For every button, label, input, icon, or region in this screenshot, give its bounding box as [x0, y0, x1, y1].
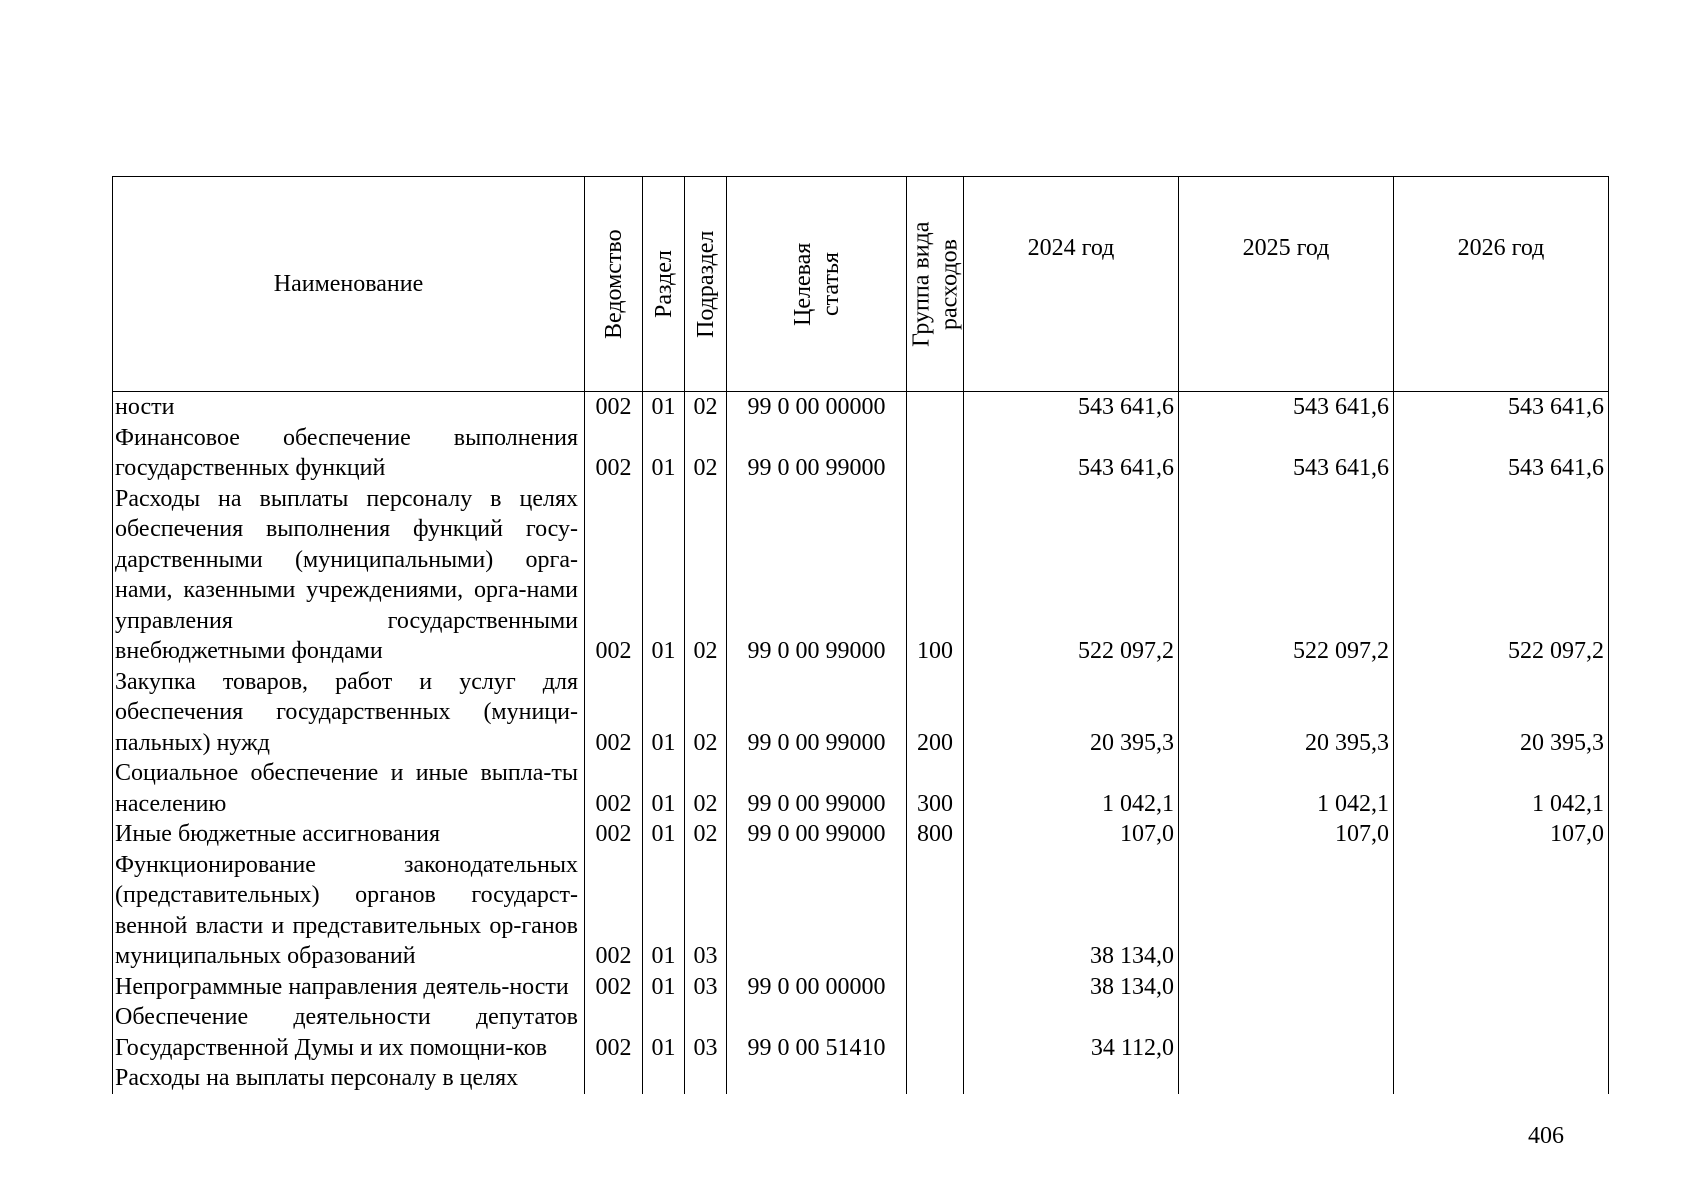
cell-y2026: 543 641,6: [1394, 423, 1609, 484]
table-row: [113, 667, 1609, 759]
cell-group: [907, 1002, 964, 1063]
cell-y2026: 1 042,1: [1394, 758, 1609, 819]
cell-target: [727, 1063, 907, 1094]
header-group-line2: расходов: [936, 238, 962, 330]
cell-section: 01: [643, 850, 685, 972]
page-number: 406: [1528, 1123, 1564, 1149]
cell-dept: 002: [585, 972, 643, 1003]
cell-y2024: 34 112,0: [964, 1002, 1179, 1063]
cell-section: 01: [643, 1002, 685, 1063]
cell-y2025: [1179, 1002, 1394, 1063]
cell-section: [643, 1063, 685, 1094]
cell-dept: 002: [585, 819, 643, 850]
cell-subsection: 02: [685, 819, 727, 850]
cell-target: 99 0 00 00000: [727, 972, 907, 1003]
cell-y2025: 1 042,1: [1179, 758, 1394, 819]
header-target-line2: статья: [817, 252, 844, 316]
table-row: [113, 484, 1609, 667]
cell-y2025: [1179, 850, 1394, 972]
cell-group: [907, 850, 964, 972]
table-row: [113, 1063, 1609, 1094]
cell-subsection: 02: [685, 758, 727, 819]
table-row: [113, 392, 1609, 423]
cell-section: 01: [643, 972, 685, 1003]
cell-y2025: [1179, 972, 1394, 1003]
header-section: Раздел: [643, 177, 685, 392]
header-group-line1: Группа вида: [908, 221, 934, 347]
cell-target: 99 0 00 99000: [727, 819, 907, 850]
table-row: [113, 972, 1609, 1003]
cell-y2025: 20 395,3: [1179, 667, 1394, 759]
header-row: [113, 177, 1609, 392]
cell-section: 01: [643, 758, 685, 819]
cell-y2024: 1 042,1: [964, 758, 1179, 819]
cell-name: ности: [113, 392, 585, 423]
cell-y2024: [964, 1063, 1179, 1094]
cell-subsection: 02: [685, 484, 727, 667]
header-dept: Ведомство: [585, 177, 643, 392]
cell-name: Расходы на выплаты персоналу в целях обеспечения выполнения функций госу-дарственными (муниципальными) орга-нами, казенными учреждениями, орга-нами управления государственными внебюджетными фондами: [113, 484, 585, 667]
cell-y2026: [1394, 850, 1609, 972]
table-body: [113, 392, 1609, 1094]
cell-name: Финансовое обеспечение выполнения государственных функций: [113, 423, 585, 484]
cell-subsection: 02: [685, 392, 727, 423]
cell-name: Расходы на выплаты персоналу в целях: [113, 1063, 585, 1094]
cell-y2024: 543 641,6: [964, 392, 1179, 423]
cell-group: [907, 392, 964, 423]
cell-section: 01: [643, 392, 685, 423]
cell-y2026: 543 641,6: [1394, 392, 1609, 423]
cell-y2025: [1179, 1063, 1394, 1094]
cell-dept: 002: [585, 1002, 643, 1063]
cell-y2026: 522 097,2: [1394, 484, 1609, 667]
cell-section: 01: [643, 667, 685, 759]
header-2024: 2024 год: [964, 177, 1179, 392]
table-row: [113, 1002, 1609, 1063]
cell-target: 99 0 00 99000: [727, 758, 907, 819]
cell-name: Обеспечение деятельности депутатов Государственной Думы и их помощни-ков: [113, 1002, 585, 1063]
cell-y2025: 522 097,2: [1179, 484, 1394, 667]
cell-name: Непрограммные направления деятель-ности: [113, 972, 585, 1003]
cell-target: 99 0 00 00000: [727, 392, 907, 423]
cell-y2025: 543 641,6: [1179, 423, 1394, 484]
cell-name: Функционирование законодательных (представительных) органов государст-венной власти и представительных ор-ганов муниципальных образований: [113, 850, 585, 972]
table-row: [113, 819, 1609, 850]
header-2026: 2026 год: [1394, 177, 1609, 392]
header-target: [727, 177, 907, 392]
cell-target: 99 0 00 99000: [727, 423, 907, 484]
cell-group: 300: [907, 758, 964, 819]
header-2025: 2025 год: [1179, 177, 1394, 392]
cell-y2024: 20 395,3: [964, 667, 1179, 759]
cell-name: Социальное обеспечение и иные выпла-ты населению: [113, 758, 585, 819]
table-row: [113, 423, 1609, 484]
cell-y2025: 543 641,6: [1179, 392, 1394, 423]
cell-section: 01: [643, 423, 685, 484]
cell-dept: 002: [585, 667, 643, 759]
cell-y2024: 522 097,2: [964, 484, 1179, 667]
cell-subsection: [685, 1063, 727, 1094]
header-target-line1: Целевая: [789, 242, 816, 326]
header-name: Наименование: [113, 177, 585, 392]
table-row: [113, 758, 1609, 819]
cell-subsection: 03: [685, 850, 727, 972]
cell-target: [727, 850, 907, 972]
cell-subsection: 02: [685, 667, 727, 759]
cell-group: [907, 423, 964, 484]
cell-y2024: 543 641,6: [964, 423, 1179, 484]
budget-table: [112, 176, 1609, 1094]
cell-subsection: 02: [685, 423, 727, 484]
cell-subsection: 03: [685, 1002, 727, 1063]
cell-target: 99 0 00 99000: [727, 484, 907, 667]
cell-dept: 002: [585, 758, 643, 819]
cell-y2026: [1394, 1063, 1609, 1094]
cell-name: Иные бюджетные ассигнования: [113, 819, 585, 850]
table-row: [113, 850, 1609, 972]
cell-group: [907, 972, 964, 1003]
cell-name: Закупка товаров, работ и услуг для обеспечения государственных (муници-пальных) нужд: [113, 667, 585, 759]
cell-group: 800: [907, 819, 964, 850]
cell-section: 01: [643, 484, 685, 667]
cell-y2026: 107,0: [1394, 819, 1609, 850]
header-group: [907, 177, 964, 392]
cell-y2025: 107,0: [1179, 819, 1394, 850]
cell-group: 200: [907, 667, 964, 759]
cell-section: 01: [643, 819, 685, 850]
cell-y2024: 38 134,0: [964, 972, 1179, 1003]
cell-y2026: 20 395,3: [1394, 667, 1609, 759]
cell-target: 99 0 00 99000: [727, 667, 907, 759]
cell-y2024: 107,0: [964, 819, 1179, 850]
cell-dept: 002: [585, 484, 643, 667]
cell-target: 99 0 00 51410: [727, 1002, 907, 1063]
cell-dept: 002: [585, 423, 643, 484]
cell-dept: 002: [585, 392, 643, 423]
cell-dept: 002: [585, 850, 643, 972]
cell-group: 100: [907, 484, 964, 667]
cell-subsection: 03: [685, 972, 727, 1003]
header-subsection: Подраздел: [685, 177, 727, 392]
cell-y2026: [1394, 1002, 1609, 1063]
cell-y2024: 38 134,0: [964, 850, 1179, 972]
cell-dept: [585, 1063, 643, 1094]
cell-y2026: [1394, 972, 1609, 1003]
cell-group: [907, 1063, 964, 1094]
